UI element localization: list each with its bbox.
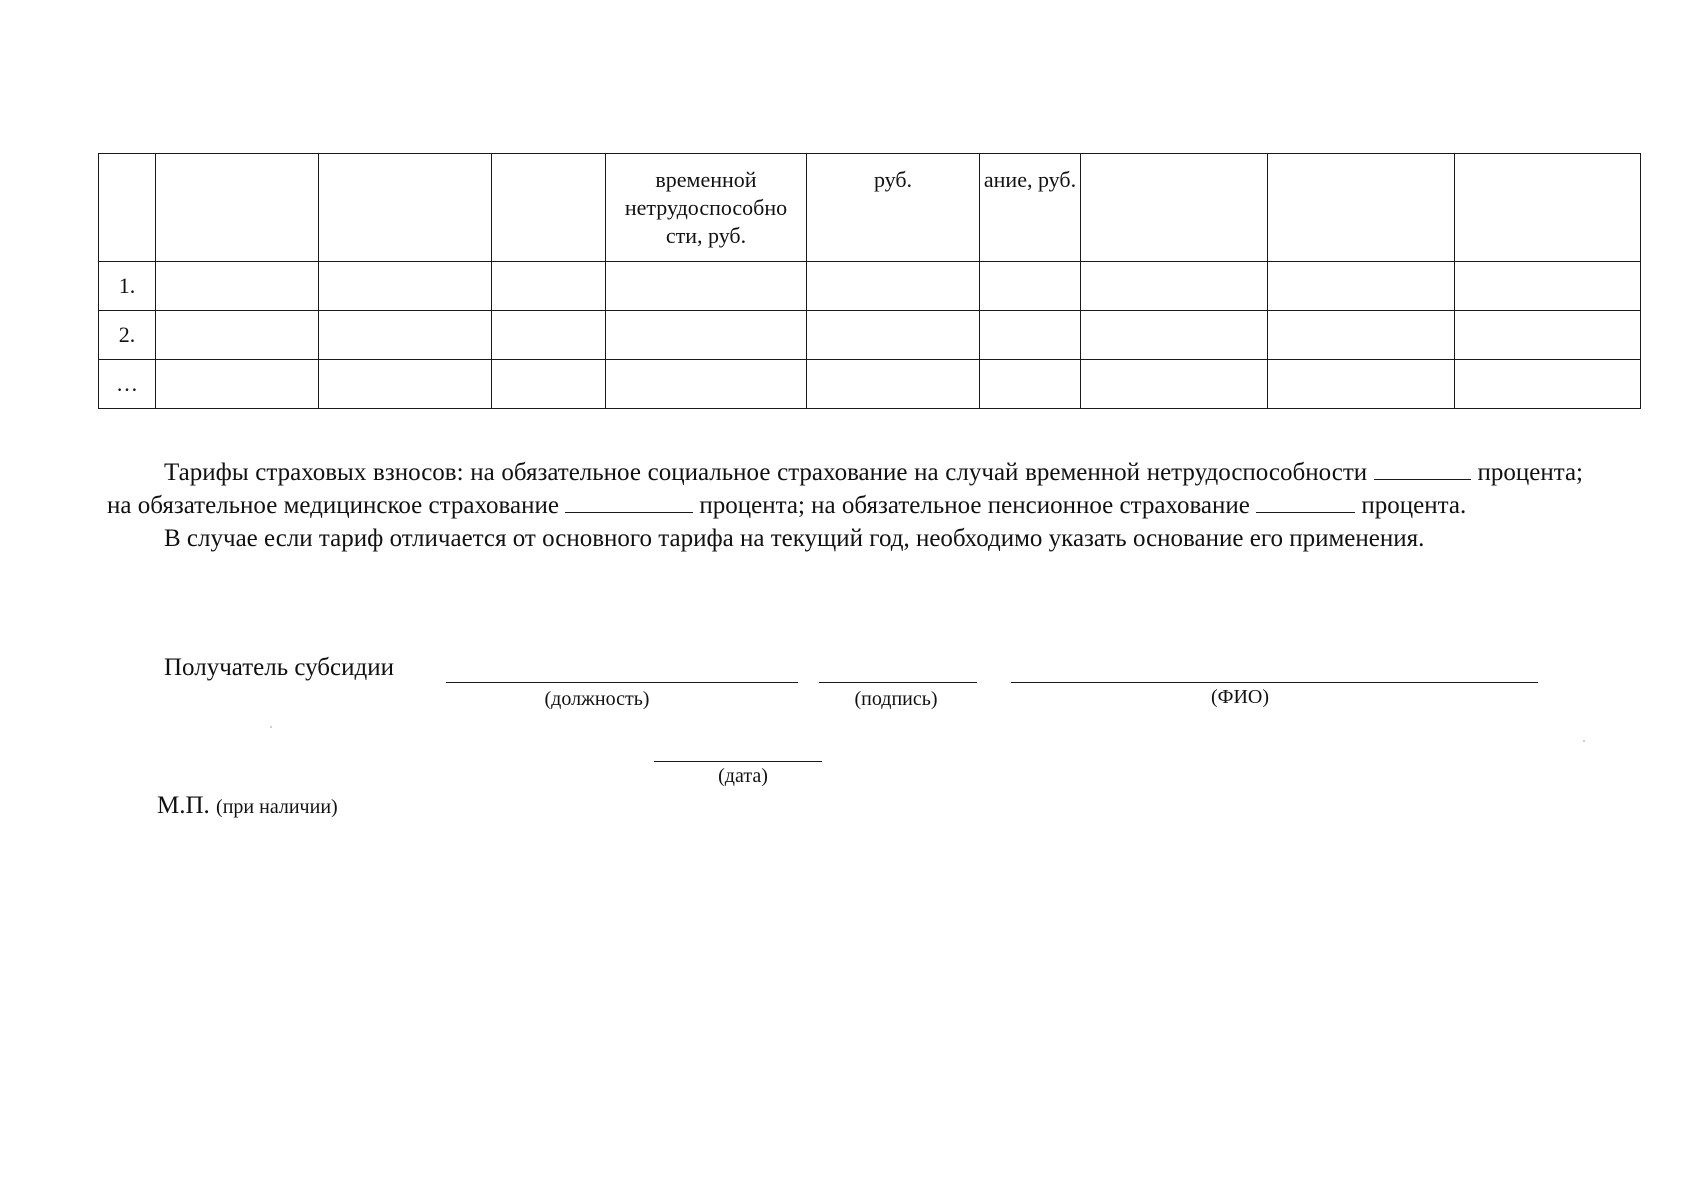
date-line <box>654 761 822 762</box>
tariffs-text <box>107 456 1583 555</box>
fill-in-blank <box>1256 490 1355 513</box>
table-cell <box>319 311 492 360</box>
name-caption: (ФИО) <box>1210 686 1269 708</box>
table-cell <box>1081 262 1268 311</box>
date-caption: (дата) <box>718 765 768 787</box>
table-cell <box>606 360 807 409</box>
table-cell <box>319 360 492 409</box>
scan-speck <box>1583 740 1585 742</box>
tariff-basis-paragraph: В случае если тариф отличается от основного тарифа на текущий год, необходимо указать основание его применения. <box>164 525 1425 552</box>
table-cell: 2. <box>99 311 156 360</box>
table-cell <box>1268 262 1455 311</box>
position-caption: (должность) <box>544 688 650 710</box>
table-row <box>99 262 1641 311</box>
fill-in-blank <box>1374 457 1471 480</box>
name-line <box>1011 682 1538 683</box>
table-cell <box>1268 360 1455 409</box>
table-cell <box>492 311 606 360</box>
table-header-row <box>99 154 1641 262</box>
recipient-label: Получатель субсидии <box>164 654 394 681</box>
tariffs-paragraph: Тарифы страховых взносов: на обязательное социальное страхование на случай временной нетрудоспособности процента; на обязательное медицинское страхование процента; на обязательное пенсионное страхование процента. <box>107 459 1584 519</box>
table-cell <box>156 262 319 311</box>
table-cell <box>980 262 1081 311</box>
table-header-cell <box>1268 154 1455 262</box>
stamp-placeholder: М.П. (при наличии) <box>157 792 338 819</box>
fill-in-blank <box>565 490 693 513</box>
table-cell <box>606 262 807 311</box>
scan-speck <box>270 726 272 728</box>
table-header-cell <box>319 154 492 262</box>
report-table <box>98 153 1641 409</box>
table-cell <box>980 360 1081 409</box>
table-cell <box>319 262 492 311</box>
table-cell <box>980 311 1081 360</box>
table-header-cell <box>492 154 606 262</box>
table-cell <box>1081 311 1268 360</box>
table-cell <box>492 262 606 311</box>
table-cell <box>1268 311 1455 360</box>
table-cell <box>1081 360 1268 409</box>
table-cell <box>807 262 980 311</box>
table-cell <box>606 311 807 360</box>
table-cell <box>1455 360 1641 409</box>
signature-line <box>819 682 977 683</box>
table-header-cell <box>156 154 319 262</box>
table-row <box>99 360 1641 409</box>
table-cell: 1. <box>99 262 156 311</box>
table-cell <box>1455 311 1641 360</box>
table-cell <box>807 311 980 360</box>
signature-caption: (подпись) <box>854 688 938 710</box>
table-header-cell <box>1455 154 1641 262</box>
table-header-cell <box>99 154 156 262</box>
table-header-cell: ание, руб. <box>980 154 1081 262</box>
table-cell: … <box>99 360 156 409</box>
position-line <box>446 682 798 683</box>
table-cell <box>492 360 606 409</box>
table-cell <box>156 311 319 360</box>
table-row <box>99 311 1641 360</box>
table-cell <box>807 360 980 409</box>
table-cell <box>1455 262 1641 311</box>
table-header-cell: руб. <box>807 154 980 262</box>
table-header-cell: временной нетрудоспособно сти, руб. <box>606 154 807 262</box>
table-cell <box>156 360 319 409</box>
table-header-cell <box>1081 154 1268 262</box>
